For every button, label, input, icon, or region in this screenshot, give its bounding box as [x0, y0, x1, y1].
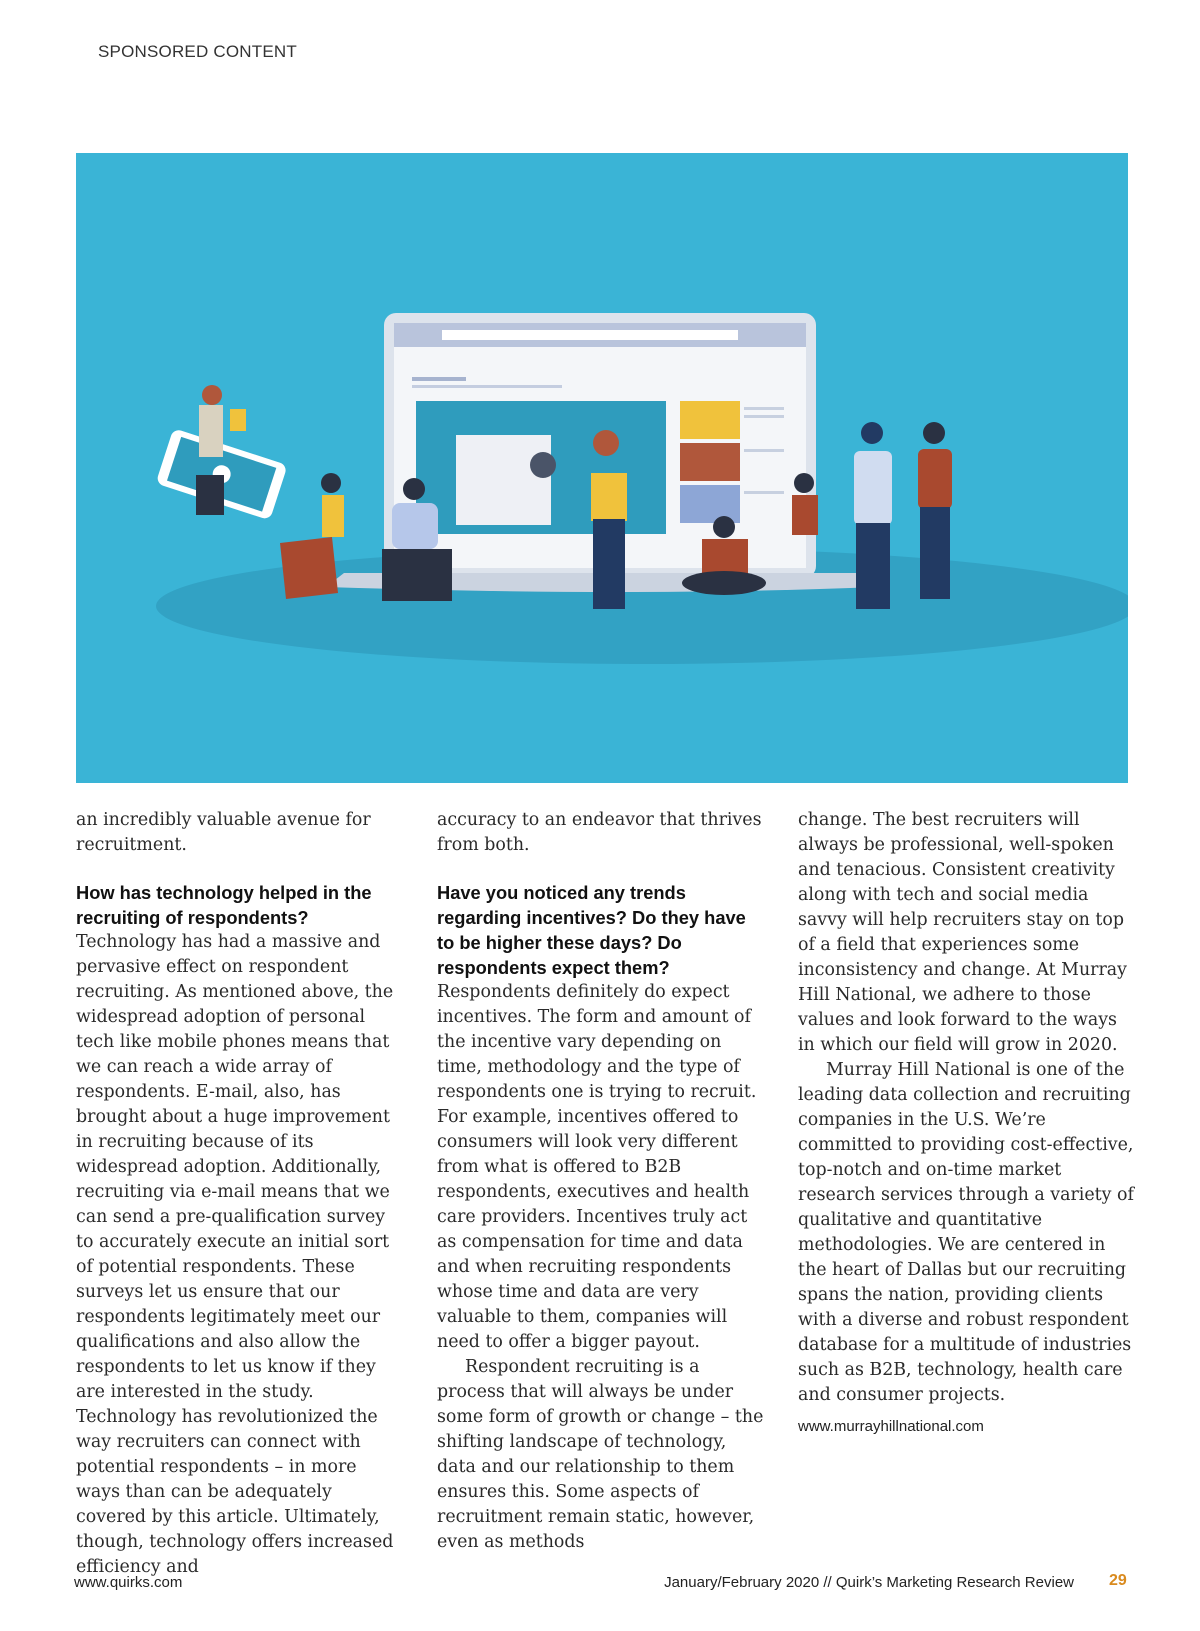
paragraph: accuracy to an endeavor that thrives from both.	[437, 810, 762, 855]
hero-illustration	[76, 153, 1128, 783]
page-number: 29	[1109, 1572, 1127, 1589]
company-website-link[interactable]: www.murrayhillnational.com	[798, 1418, 984, 1435]
paragraph: Technology has had a massive and pervasive effect on respondent recruiting. As mentioned above, the widespread adoption of personal tech like mobile phones means that we can reach a wide array of respondents. E-mail, also, has brought about a huge improvement in recruiting because of its widespread adoption. Additionally, recruiting via e-mail means that we can send a pre-qualification survey to accurately execute an initial sort of potential respondents. These surveys let us ensure that our respondents legitimately meet our qualifications and also allow the respondents to let us know if they are interested in the study. Technology has revolutionized the way recruiters can connect with potential respondents – in more ways than can be adequately covered by this article. Ultimately, though, technology offers increased efficiency and	[76, 932, 394, 1577]
paragraph: Respondent recruiting is a process that will always be under some form of growth or change – the shifting landscape of technology, data and our relationship to them ensures this. Some aspects of recruitment remain static, however, even as methods	[437, 1357, 764, 1552]
paragraph: change. The best recruiters will always be professional, well-spoken and tenacious. Consistent creativity along with tech and social media savvy will help recruiters stay on top of a field that experiences some inconsistency and change. At Murray Hill National, we adhere to those values and look forward to the ways in which our field will grow in 2020.	[798, 810, 1127, 1055]
question-heading: Have you noticed any trends regarding incentives? Do they have to be higher these days? Do respondents expect them?	[437, 882, 746, 978]
paragraph: Murray Hill National is one of the leading data collection and recruiting companies in the U.S. We’re committed to providing cost-effective, top-notch and on-time market research services through a variety of qualitative and quantitative methodologies. We are centered in the heart of Dallas but our recruiting spans the nation, providing clients with a diverse and robust respondent database for a multitude of industries such as B2B, technology, health care and consumer projects.	[798, 1060, 1134, 1405]
article-column-3	[798, 808, 1138, 1439]
article-column-2	[437, 808, 767, 1555]
question-heading: How has technology helped in the recruiting of respondents?	[76, 882, 372, 928]
paragraph: Respondents definitely do expect incentives. The form and amount of the incentive vary depending on time, methodology and the type of respondents one is trying to recruit. For example, incentives offered to consumers will look very different from what is offered to B2B respondents, executives and health care providers. Incentives truly act as compensation for time and data and when recruiting respondents whose time and data are very valuable to them, companies will need to offer a bigger payout.	[437, 982, 757, 1352]
footer-website[interactable]: www.quirks.com	[74, 1574, 183, 1591]
paragraph: an incredibly valuable avenue for recruitment.	[76, 810, 371, 855]
article-column-1	[76, 808, 406, 1580]
sponsored-content-label: SPONSORED CONTENT	[98, 42, 297, 61]
footer-issue-info: January/February 2020 // Quirk’s Marketing Research Review	[664, 1574, 1074, 1591]
